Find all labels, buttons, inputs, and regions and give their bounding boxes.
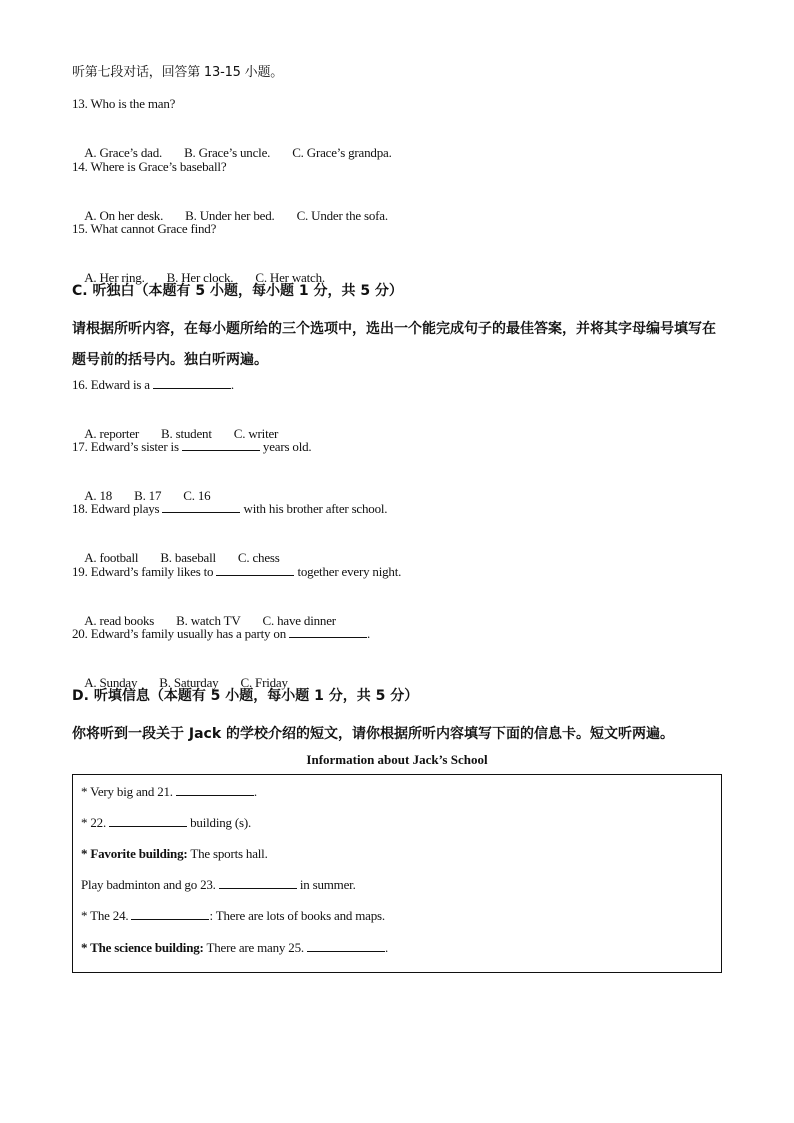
card-line-22: [81, 814, 713, 845]
option-a: A. Sunday: [84, 675, 138, 691]
question-19: [72, 563, 722, 594]
answer-blank: [182, 438, 260, 451]
question-text: 17. Edward’s sister is: [72, 438, 182, 454]
question-text-end: years old.: [259, 438, 312, 454]
question-16: [72, 376, 722, 407]
option-a: A. Her ring.: [84, 270, 145, 286]
info-card-title: Information about Jack’s School: [306, 751, 488, 767]
section-c-heading: C. 听独白（本题有 5 小题，每小题 1 分，共 5 分）: [72, 283, 403, 300]
card-text-end: in summer.: [296, 877, 356, 893]
question-text-end: .: [367, 626, 371, 641]
card-text: * 22.: [81, 814, 110, 830]
option-c: C. writer: [233, 425, 279, 441]
option-a: A. 18: [84, 488, 113, 504]
question-text-end: together every night.: [294, 563, 402, 579]
card-text: Play badminton and go 23.: [81, 877, 219, 893]
option-a: A. reporter: [84, 425, 140, 441]
question-text: 16. Edward is a: [72, 376, 153, 392]
option-b: B. Her clock.: [166, 270, 234, 286]
answer-blank: [289, 625, 367, 638]
answer-blank-21: [176, 783, 254, 796]
card-line-23: [81, 876, 713, 907]
card-text: * Very big and 21.: [81, 783, 176, 799]
option-c: C. chess: [237, 550, 280, 566]
card-text: The sports hall.: [187, 845, 268, 861]
question-13: 13. Who is the man?: [72, 96, 176, 112]
option-a: A. read books: [84, 612, 155, 628]
section-intro: 听第七段对话，回答第 13-15 小题。: [72, 65, 284, 80]
options-17: [72, 469, 722, 504]
card-line-21: [81, 783, 713, 814]
option-b: B. 17: [134, 488, 162, 504]
question-14: 14. Where is Grace’s baseball?: [72, 158, 227, 174]
option-a: A. On her desk.: [84, 207, 164, 223]
answer-blank-24: [131, 907, 209, 920]
card-label: * Favorite building:: [81, 845, 188, 861]
options-19: [72, 594, 722, 628]
card-text: There are many 25.: [203, 939, 307, 955]
question-15: 15. What cannot Grace find?: [72, 220, 217, 236]
section-c-instruction: 请根据所听内容，在每小题所给的三个选项中，选出一个能完成句子的最佳答案，并将其字母编号填写在题号前的括号内。独白听两遍。: [72, 320, 716, 368]
card-text: * The 24.: [81, 908, 132, 924]
question-17: [72, 438, 722, 469]
card-text-end: .: [253, 783, 257, 799]
card-line-25: [81, 939, 713, 970]
question-text-end: .: [230, 376, 234, 392]
option-b: B. student: [161, 425, 212, 441]
card-text-end: building (s).: [187, 814, 252, 830]
question-text: 18. Edward plays: [72, 501, 163, 517]
options-13: [72, 126, 722, 161]
option-a: A. football: [84, 550, 139, 566]
option-b: B. Under her bed.: [185, 207, 275, 223]
option-c: C. 16: [183, 488, 211, 504]
options-18: [72, 531, 722, 566]
options-15: [72, 251, 722, 286]
section-d-heading: D. 听填信息（本题有 5 小题，每小题 1 分，共 5 分）: [72, 688, 419, 705]
section-d-instruction: 你将听到一段关于 Jack 的学校介绍的短文，请你根据所听内容填写下面的信息卡。短文听两遍。: [72, 725, 675, 742]
option-a: A. Grace’s dad.: [84, 145, 163, 161]
card-text-end: .: [384, 939, 389, 955]
options-14: [72, 189, 722, 223]
question-text-end: with his brother after school.: [240, 501, 388, 517]
question-text: 20. Edward’s family usually has a party on: [72, 626, 290, 641]
question-text: 19. Edward’s family likes to: [72, 563, 217, 579]
options-16: [72, 407, 722, 441]
option-c: C. Grace’s grandpa.: [292, 145, 392, 161]
answer-blank: [162, 500, 240, 513]
question-20: [72, 625, 722, 656]
option-c: C. Friday: [240, 675, 288, 691]
info-card: [72, 774, 722, 973]
exam-page: [72, 64, 722, 973]
card-line-favorite: [81, 845, 713, 876]
option-b: B. baseball: [160, 550, 216, 566]
option-c: C. Under the sofa.: [296, 207, 388, 223]
card-label: * The science building:: [81, 939, 204, 955]
question-18: [72, 500, 722, 531]
card-line-24: [81, 907, 713, 938]
answer-blank-25: [307, 939, 385, 952]
option-b: B. watch TV: [176, 612, 241, 628]
answer-blank: [153, 376, 231, 389]
option-b: B. Saturday: [159, 675, 219, 691]
card-text-end: : There are lots of books and maps.: [209, 908, 385, 924]
answer-blank: [216, 563, 294, 576]
answer-blank-23: [219, 876, 297, 889]
answer-blank-22: [109, 814, 187, 827]
option-b: B. Grace’s uncle.: [184, 145, 271, 161]
option-c: C. Her watch.: [255, 270, 325, 286]
option-c: C. have dinner: [262, 612, 336, 628]
options-20: [72, 656, 722, 691]
